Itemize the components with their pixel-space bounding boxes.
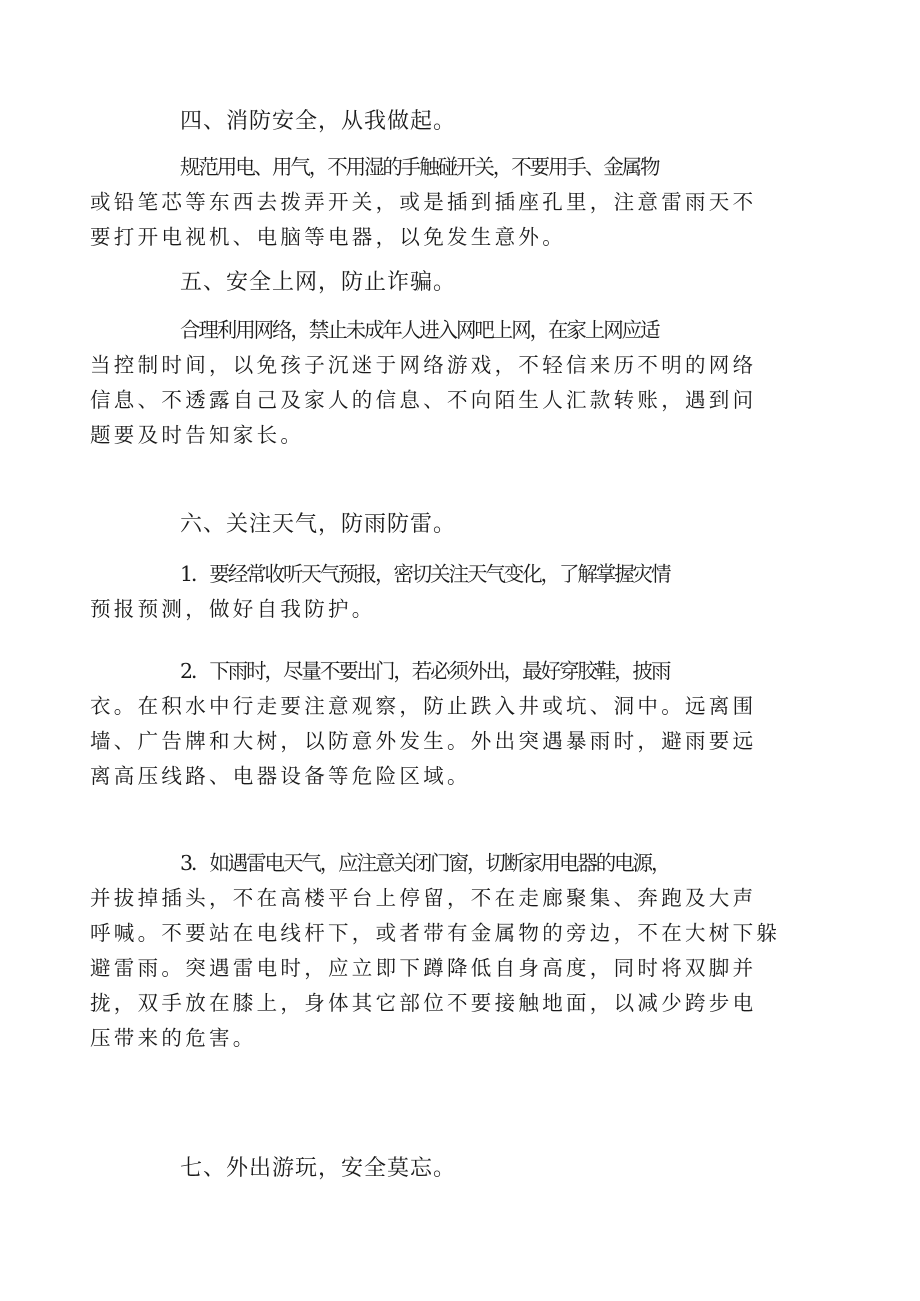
- paragraph-line: 题要及时告知家长。: [90, 423, 305, 447]
- section-heading-4: 四、消防安全，从我做起。: [180, 109, 457, 134]
- paragraph-line: 或铅笔芯等东西去拨弄开关，或是插到插座孔里，注意雷雨天不: [90, 190, 757, 214]
- paragraph-line: 预报预测，做好自我防护。: [90, 597, 376, 621]
- section-heading-6: 六、关注天气，防雨防雷。: [180, 512, 457, 537]
- paragraph-line: 当控制时间，以免孩子沉迷于网络游戏，不轻信来历不明的网络: [90, 353, 757, 377]
- section-heading-7: 七、外出游玩，安全莫忘。: [180, 1156, 457, 1181]
- paragraph-line: 离高压线路、电器设备等危险区域。: [90, 764, 471, 788]
- paragraph-line: 并拔掉插头，不在高楼平台上停留，不在走廊聚集、奔跑及大声: [90, 886, 757, 910]
- section-6-paragraph-2: [90, 654, 791, 794]
- paragraph-line: 1．要经常收听天气预报，密切关注天气变化，了解掌握灾情: [180, 562, 670, 586]
- section-5-paragraph-1: [90, 313, 791, 453]
- section-4-paragraph-1: [90, 150, 791, 255]
- paragraph-line: 压带来的危害。: [90, 1026, 257, 1050]
- paragraph-line: 2．下雨时，尽量不要出门，若必须外出，最好穿胶鞋，披雨: [180, 659, 670, 683]
- section-6-paragraph-3: [90, 846, 791, 1056]
- paragraph-line: 规范用电、用气，不用湿的手触碰开关，不要用手、金属物: [180, 155, 659, 179]
- paragraph-line: 避雷雨。突遇雷电时，应立即下蹲降低自身高度，同时将双脚并: [90, 956, 757, 980]
- paragraph-line: 衣。在积水中行走要注意观察，防止跌入井或坑、洞中。远离围: [90, 694, 757, 718]
- paragraph-line: 呼喊。不要站在电线杆下，或者带有金属物的旁边，不在大树下躲: [90, 921, 781, 945]
- section-heading-5: 五、安全上网，防止诈骗。: [180, 270, 457, 295]
- paragraph-line: 拢，双手放在膝上，身体其它部位不要接触地面，以减少跨步电: [90, 991, 757, 1015]
- section-6-paragraph-1: [90, 557, 791, 627]
- paragraph-line: 墙、广告牌和大树，以防意外发生。外出突遇暴雨时，避雨要远: [90, 729, 757, 753]
- paragraph-line: 合理利用网络，禁止未成年人进入网吧上网，在家上网应适: [180, 318, 659, 342]
- paragraph-line: 3．如遇雷电天气，应注意关闭门窗，切断家用电器的电源，: [180, 851, 670, 875]
- paragraph-line: 信息、不透露自己及家人的信息、不向陌生人汇款转账，遇到问: [90, 388, 757, 412]
- paragraph-line: 要打开电视机、电脑等电器，以免发生意外。: [90, 225, 566, 249]
